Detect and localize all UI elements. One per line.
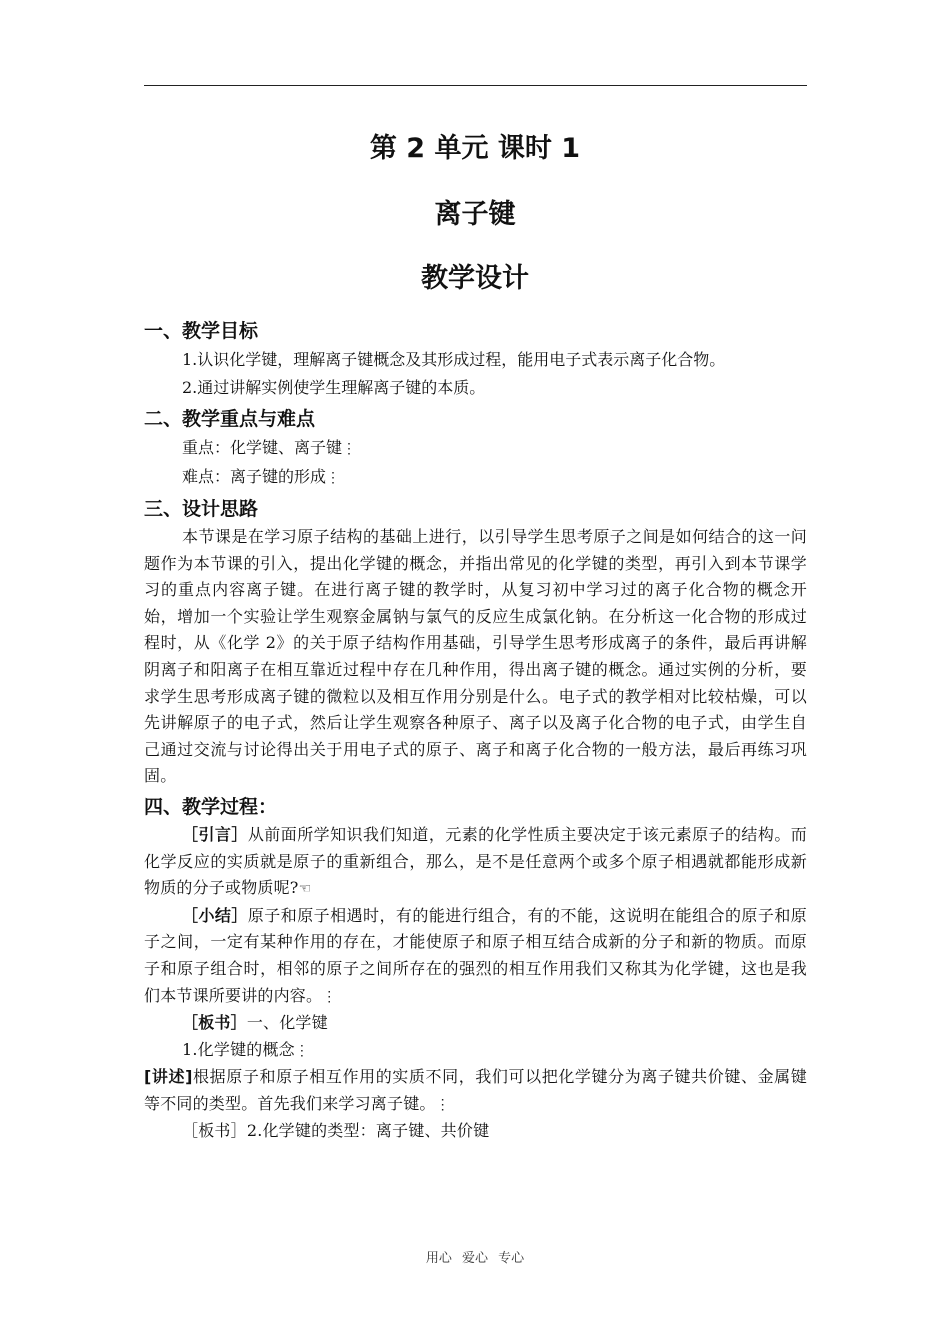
design-paragraph: 本节课是在学习原子结构的基础上进行，以引导学生思考原子之间是如何结合的这一问题作为本节课的引入，提出化学键的概念，并指出常见的化学键的类型，再引入到本节课学习的重点内容离子键。在进行离子键的教学时，从复习初中学习过的离子化合物的概念开始，增加一个实验让学生观察金属钠与氯气的反应生成氯化钠。在分析这一化合物的形成过程时，从《化学 2》的关于原子结构作用基础，引导学生思考形成离子的条件，最后再讲解阴离子和阳离子在相互靠近过程中存在几种作用，得出离子键的概念。通过实例的分析，要求学生思考形成离子键的微粒以及相互作用分别是什么。电子式的教学相对比较枯燥，可以先讲解原子的电子式，然后让学生观察各种原子、离子以及离子化合物的电子式，由学生自己通过交流与讨论得出关于用电子式的原子、离子和离子化合物的一般方法，最后再练习巩固。 [144,527,807,786]
intro-paragraph [144,822,807,903]
board-note-1 [144,1010,807,1037]
board-text-1: 一、化学键 [246,1013,328,1033]
intro-tag: ［引言］ [182,824,248,844]
hand-pointer-icon: ☜ [298,881,312,898]
section-heading-design: 三、设计思路 [144,498,259,520]
document-body [144,314,807,1145]
key-point-line [144,434,807,463]
lecture-text: 根据原子和原子相互作用的实质不同，我们可以把化学键分为离子键共价键、金属键等不同的类型。首先我们来学习离子键。 [144,1067,807,1113]
unit-title: 第 2 单元 课时 1 [369,133,581,164]
paragraph-mark-icon: ⋮ [342,441,357,457]
difficulty-text: 难点：离子键的形成 [182,467,327,486]
topic-title: 离子键 [434,199,516,230]
lecture-paragraph [144,1064,807,1118]
summary-text: 原子和原子相遇时，有的能进行组合，有的不能，这说明在能组合的原子和原子之间，一定有某种作用的存在，才能使原子和原子相互结合成新的分子和新的物质。而原子和原子组合时，相邻的原子之间所存在的强烈的相互作用我们又称其为化学键，这也是我们本节课所要讲的内容。 [144,905,807,1005]
difficulty-line [144,463,807,492]
paragraph-mark-icon: ⋮ [294,1042,310,1059]
section-heading-key-points: 二、教学重点与难点 [144,408,316,430]
paragraph-mark-icon: ⋮ [326,470,341,486]
paragraph-mark-icon: ⋮ [435,1096,450,1113]
key-point-text: 重点：化学键、离子键 [182,438,343,457]
board-text-2: 2.化学键的类型：离子键、共价键 [246,1121,490,1141]
concept-line [144,1037,807,1065]
summary-tag: ［小结］ [182,905,248,925]
doc-type-title: 教学设计 [421,263,529,294]
lecture-tag: [讲述] [144,1067,193,1087]
paragraph-mark-icon: ⋮ [322,988,337,1005]
summary-paragraph [144,903,807,1010]
board-note-2 [144,1118,807,1145]
section-heading-goals: 一、教学目标 [144,320,259,342]
intro-text: 从前面所学知识我们知道，元素的化学性质主要决定于该元素原子的结构。而化学反应的实质就是原子的重新组合，那么，是不是任意两个或多个原子相遇就都能形成新物质的分子或物质呢? [144,824,807,898]
goal-item-2: 2.通过讲解实例使学生理解离子键的本质。 [182,378,486,397]
top-rule [144,85,807,86]
board-tag-1: ［板书］ [182,1013,247,1033]
page-footer: 用心 爱心 专心 [425,1251,525,1266]
goal-item-1: 1.认识化学键，理解离子键概念及其形成过程，能用电子式表示离子化合物。 [182,350,726,369]
board-tag-2: ［板书］ [182,1121,247,1141]
concept-text: 1.化学键的概念 [182,1039,295,1059]
section-heading-process: 四、教学过程： [144,795,278,818]
